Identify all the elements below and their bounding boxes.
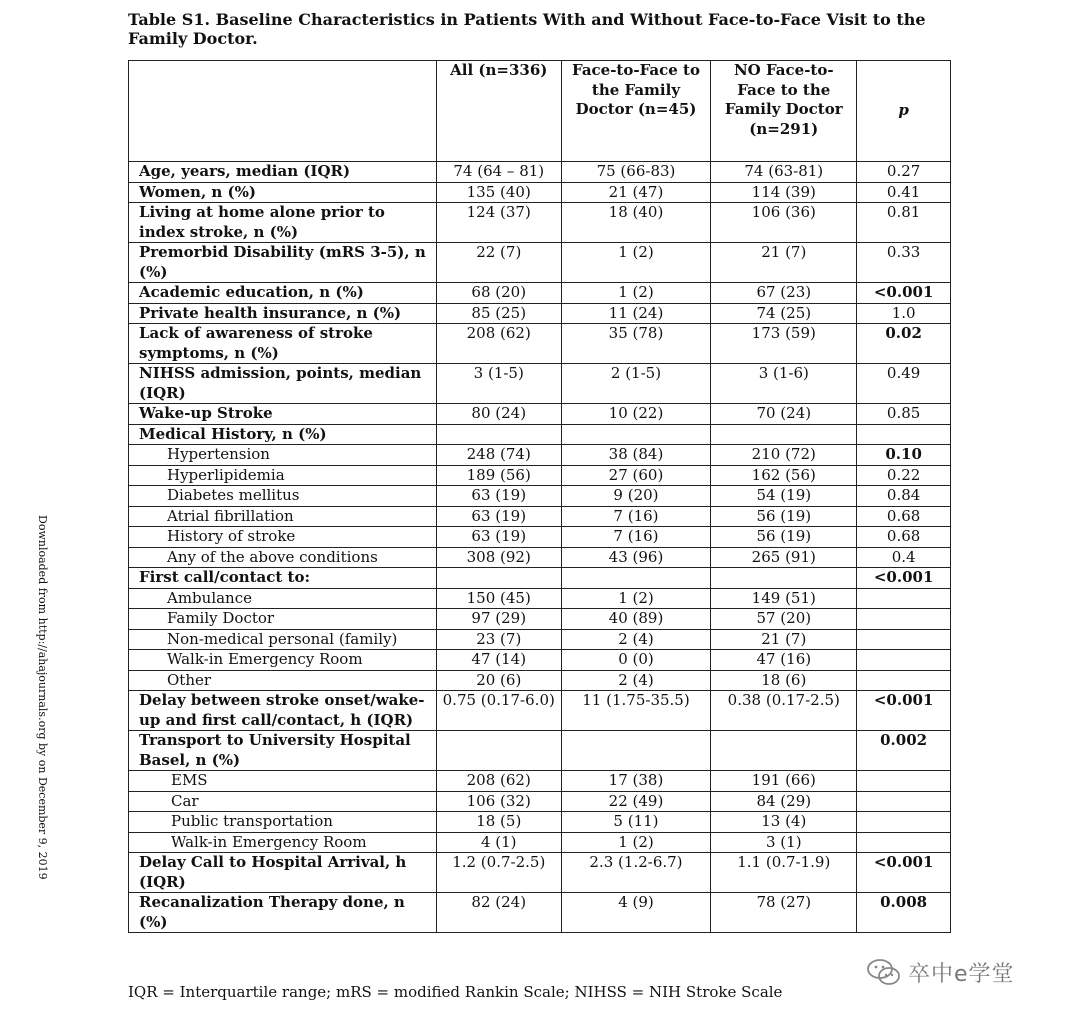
table-row bbox=[129, 486, 951, 507]
cell-all: 3 (1-5) bbox=[436, 364, 561, 404]
cell-f2f bbox=[561, 568, 711, 589]
cell-p: <0.001 bbox=[857, 853, 951, 893]
row-label: Academic education, n (%) bbox=[129, 283, 437, 304]
row-label: Public transportation bbox=[129, 812, 437, 833]
row-label: Recanalization Therapy done, n (%) bbox=[129, 893, 437, 933]
row-label: EMS bbox=[129, 771, 437, 792]
cell-p bbox=[857, 609, 951, 630]
cell-no-f2f: 70 (24) bbox=[711, 404, 857, 425]
cell-f2f: 11 (1.75-35.5) bbox=[561, 691, 711, 731]
table-row bbox=[129, 527, 951, 548]
table-row bbox=[129, 853, 951, 893]
table-row bbox=[129, 283, 951, 304]
cell-all: 97 (29) bbox=[436, 609, 561, 630]
cell-no-f2f: 210 (72) bbox=[711, 445, 857, 466]
cell-all: 135 (40) bbox=[436, 182, 561, 203]
cell-p: 0.4 bbox=[857, 547, 951, 568]
table-row bbox=[129, 424, 951, 445]
row-label: Delay Call to Hospital Arrival, h (IQR) bbox=[129, 853, 437, 893]
table-row bbox=[129, 465, 951, 486]
cell-no-f2f: 0.38 (0.17-2.5) bbox=[711, 691, 857, 731]
row-label: Walk-in Emergency Room bbox=[129, 832, 437, 853]
cell-f2f: 2.3 (1.2-6.7) bbox=[561, 853, 711, 893]
cell-no-f2f: 84 (29) bbox=[711, 791, 857, 812]
cell-f2f: 1 (2) bbox=[561, 832, 711, 853]
cell-no-f2f: 56 (19) bbox=[711, 506, 857, 527]
cell-p bbox=[857, 588, 951, 609]
cell-all: 248 (74) bbox=[436, 445, 561, 466]
cell-no-f2f bbox=[711, 568, 857, 589]
cell-f2f: 21 (47) bbox=[561, 182, 711, 203]
table-row bbox=[129, 182, 951, 203]
cell-all: 18 (5) bbox=[436, 812, 561, 833]
header-f2f: Face-to-Face to the Family Doctor (n=45) bbox=[561, 61, 711, 162]
row-label: History of stroke bbox=[129, 527, 437, 548]
cell-f2f bbox=[561, 731, 711, 771]
cell-no-f2f: 114 (39) bbox=[711, 182, 857, 203]
download-note: Downloaded from http://ahajournals.org by on December 9, 2019 bbox=[36, 515, 49, 880]
cell-f2f: 9 (20) bbox=[561, 486, 711, 507]
cell-p: 0.41 bbox=[857, 182, 951, 203]
cell-all bbox=[436, 424, 561, 445]
row-label: Any of the above conditions bbox=[129, 547, 437, 568]
cell-all: 189 (56) bbox=[436, 465, 561, 486]
cell-f2f: 22 (49) bbox=[561, 791, 711, 812]
row-label: Premorbid Disability (mRS 3-5), n (%) bbox=[129, 243, 437, 283]
header-no-f2f: NO Face-to-Face to the Family Doctor (n=291) bbox=[711, 61, 857, 162]
table-row bbox=[129, 162, 951, 183]
cell-p: 0.81 bbox=[857, 203, 951, 243]
cell-all: 63 (19) bbox=[436, 506, 561, 527]
header-p: p bbox=[857, 61, 951, 162]
cell-f2f bbox=[561, 424, 711, 445]
cell-p bbox=[857, 670, 951, 691]
table-row bbox=[129, 303, 951, 324]
cell-all: 0.75 (0.17-6.0) bbox=[436, 691, 561, 731]
cell-f2f: 2 (4) bbox=[561, 670, 711, 691]
cell-p bbox=[857, 832, 951, 853]
cell-all: 80 (24) bbox=[436, 404, 561, 425]
cell-f2f: 2 (4) bbox=[561, 629, 711, 650]
row-label: NIHSS admission, points, median (IQR) bbox=[129, 364, 437, 404]
row-label: Delay between stroke onset/wake-up and first call/contact, h (IQR) bbox=[129, 691, 437, 731]
table-row bbox=[129, 506, 951, 527]
cell-f2f: 1 (2) bbox=[561, 243, 711, 283]
cell-all: 63 (19) bbox=[436, 527, 561, 548]
table-row bbox=[129, 445, 951, 466]
table-title: Table S1. Baseline Characteristics in Patients With and Without Face-to-Face Visit to the Family Doctor. bbox=[128, 10, 926, 48]
baseline-table bbox=[128, 60, 951, 933]
cell-all: 308 (92) bbox=[436, 547, 561, 568]
table-row bbox=[129, 812, 951, 833]
cell-no-f2f: 191 (66) bbox=[711, 771, 857, 792]
cell-no-f2f: 67 (23) bbox=[711, 283, 857, 304]
cell-p: 1.0 bbox=[857, 303, 951, 324]
cell-p: <0.001 bbox=[857, 568, 951, 589]
cell-f2f: 27 (60) bbox=[561, 465, 711, 486]
cell-no-f2f: 3 (1-6) bbox=[711, 364, 857, 404]
cell-no-f2f: 47 (16) bbox=[711, 650, 857, 671]
table-row bbox=[129, 243, 951, 283]
cell-p bbox=[857, 650, 951, 671]
cell-no-f2f: 56 (19) bbox=[711, 527, 857, 548]
cell-p: 0.27 bbox=[857, 162, 951, 183]
row-label: Walk-in Emergency Room bbox=[129, 650, 437, 671]
cell-f2f: 1 (2) bbox=[561, 588, 711, 609]
cell-f2f: 7 (16) bbox=[561, 506, 711, 527]
cell-p: 0.008 bbox=[857, 893, 951, 933]
cell-no-f2f: 78 (27) bbox=[711, 893, 857, 933]
cell-all: 68 (20) bbox=[436, 283, 561, 304]
cell-f2f: 75 (66-83) bbox=[561, 162, 711, 183]
cell-no-f2f: 21 (7) bbox=[711, 243, 857, 283]
cell-p: 0.49 bbox=[857, 364, 951, 404]
table-row bbox=[129, 893, 951, 933]
cell-all: 74 (64 – 81) bbox=[436, 162, 561, 183]
cell-all: 150 (45) bbox=[436, 588, 561, 609]
cell-f2f: 0 (0) bbox=[561, 650, 711, 671]
cell-no-f2f: 3 (1) bbox=[711, 832, 857, 853]
cell-no-f2f: 54 (19) bbox=[711, 486, 857, 507]
table-row bbox=[129, 691, 951, 731]
row-label: Living at home alone prior to index stroke, n (%) bbox=[129, 203, 437, 243]
cell-f2f: 7 (16) bbox=[561, 527, 711, 548]
cell-all bbox=[436, 731, 561, 771]
cell-no-f2f: 13 (4) bbox=[711, 812, 857, 833]
cell-p: <0.001 bbox=[857, 691, 951, 731]
cell-all: 20 (6) bbox=[436, 670, 561, 691]
cell-no-f2f: 173 (59) bbox=[711, 324, 857, 364]
cell-all: 82 (24) bbox=[436, 893, 561, 933]
cell-p bbox=[857, 629, 951, 650]
table-row bbox=[129, 650, 951, 671]
table-row bbox=[129, 404, 951, 425]
table-body bbox=[129, 162, 951, 933]
table-row bbox=[129, 609, 951, 630]
cell-p: 0.33 bbox=[857, 243, 951, 283]
cell-all: 23 (7) bbox=[436, 629, 561, 650]
header-row bbox=[129, 61, 951, 162]
cell-p bbox=[857, 812, 951, 833]
cell-p: 0.68 bbox=[857, 506, 951, 527]
cell-f2f: 35 (78) bbox=[561, 324, 711, 364]
table-row bbox=[129, 203, 951, 243]
cell-p: 0.10 bbox=[857, 445, 951, 466]
cell-all: 208 (62) bbox=[436, 771, 561, 792]
cell-p: 0.84 bbox=[857, 486, 951, 507]
table-row bbox=[129, 670, 951, 691]
cell-f2f: 17 (38) bbox=[561, 771, 711, 792]
row-label: Women, n (%) bbox=[129, 182, 437, 203]
cell-f2f: 18 (40) bbox=[561, 203, 711, 243]
wechat-icon bbox=[866, 957, 902, 987]
cell-f2f: 10 (22) bbox=[561, 404, 711, 425]
row-label: Non-medical personal (family) bbox=[129, 629, 437, 650]
cell-p bbox=[857, 791, 951, 812]
row-label: Diabetes mellitus bbox=[129, 486, 437, 507]
row-label: Private health insurance, n (%) bbox=[129, 303, 437, 324]
cell-p bbox=[857, 771, 951, 792]
cell-all: 208 (62) bbox=[436, 324, 561, 364]
cell-f2f: 11 (24) bbox=[561, 303, 711, 324]
row-label: Medical History, n (%) bbox=[129, 424, 437, 445]
cell-p: 0.85 bbox=[857, 404, 951, 425]
table-row bbox=[129, 588, 951, 609]
table-row bbox=[129, 629, 951, 650]
cell-all: 85 (25) bbox=[436, 303, 561, 324]
row-label: First call/contact to: bbox=[129, 568, 437, 589]
cell-all: 63 (19) bbox=[436, 486, 561, 507]
cell-no-f2f: 57 (20) bbox=[711, 609, 857, 630]
cell-no-f2f: 21 (7) bbox=[711, 629, 857, 650]
cell-p: 0.02 bbox=[857, 324, 951, 364]
table-row bbox=[129, 324, 951, 364]
cell-no-f2f: 18 (6) bbox=[711, 670, 857, 691]
cell-f2f: 38 (84) bbox=[561, 445, 711, 466]
table-row bbox=[129, 791, 951, 812]
cell-all bbox=[436, 568, 561, 589]
cell-f2f: 43 (96) bbox=[561, 547, 711, 568]
table-row bbox=[129, 731, 951, 771]
cell-f2f: 40 (89) bbox=[561, 609, 711, 630]
cell-all: 22 (7) bbox=[436, 243, 561, 283]
row-label: Ambulance bbox=[129, 588, 437, 609]
cell-f2f: 4 (9) bbox=[561, 893, 711, 933]
table-row bbox=[129, 568, 951, 589]
cell-no-f2f bbox=[711, 424, 857, 445]
row-label: Other bbox=[129, 670, 437, 691]
cell-all: 4 (1) bbox=[436, 832, 561, 853]
table-row bbox=[129, 771, 951, 792]
cell-all: 1.2 (0.7-2.5) bbox=[436, 853, 561, 893]
watermark bbox=[866, 952, 1056, 992]
header-label bbox=[129, 61, 437, 162]
row-label: Family Doctor bbox=[129, 609, 437, 630]
cell-p: 0.002 bbox=[857, 731, 951, 771]
table-row bbox=[129, 832, 951, 853]
cell-no-f2f: 74 (25) bbox=[711, 303, 857, 324]
cell-p bbox=[857, 424, 951, 445]
table-row bbox=[129, 364, 951, 404]
cell-no-f2f: 149 (51) bbox=[711, 588, 857, 609]
cell-no-f2f: 1.1 (0.7-1.9) bbox=[711, 853, 857, 893]
cell-all: 47 (14) bbox=[436, 650, 561, 671]
row-label: Atrial fibrillation bbox=[129, 506, 437, 527]
row-label: Hypertension bbox=[129, 445, 437, 466]
cell-no-f2f bbox=[711, 731, 857, 771]
footnote: IQR = Interquartile range; mRS = modified Rankin Scale; NIHSS = NIH Stroke Scale bbox=[128, 983, 783, 1001]
cell-no-f2f: 74 (63-81) bbox=[711, 162, 857, 183]
row-label: Hyperlipidemia bbox=[129, 465, 437, 486]
cell-p: 0.68 bbox=[857, 527, 951, 548]
watermark-text: 卒中e学堂 bbox=[908, 961, 1015, 987]
cell-no-f2f: 106 (36) bbox=[711, 203, 857, 243]
header-all: All (n=336) bbox=[436, 61, 561, 162]
cell-p: <0.001 bbox=[857, 283, 951, 304]
cell-f2f: 2 (1-5) bbox=[561, 364, 711, 404]
row-label: Age, years, median (IQR) bbox=[129, 162, 437, 183]
cell-all: 106 (32) bbox=[436, 791, 561, 812]
cell-f2f: 5 (11) bbox=[561, 812, 711, 833]
table-row bbox=[129, 547, 951, 568]
row-label: Lack of awareness of stroke symptoms, n (%) bbox=[129, 324, 437, 364]
cell-f2f: 1 (2) bbox=[561, 283, 711, 304]
cell-p: 0.22 bbox=[857, 465, 951, 486]
cell-no-f2f: 162 (56) bbox=[711, 465, 857, 486]
cell-all: 124 (37) bbox=[436, 203, 561, 243]
row-label: Wake-up Stroke bbox=[129, 404, 437, 425]
row-label: Transport to University Hospital Basel, n (%) bbox=[129, 731, 437, 771]
cell-no-f2f: 265 (91) bbox=[711, 547, 857, 568]
row-label: Car bbox=[129, 791, 437, 812]
